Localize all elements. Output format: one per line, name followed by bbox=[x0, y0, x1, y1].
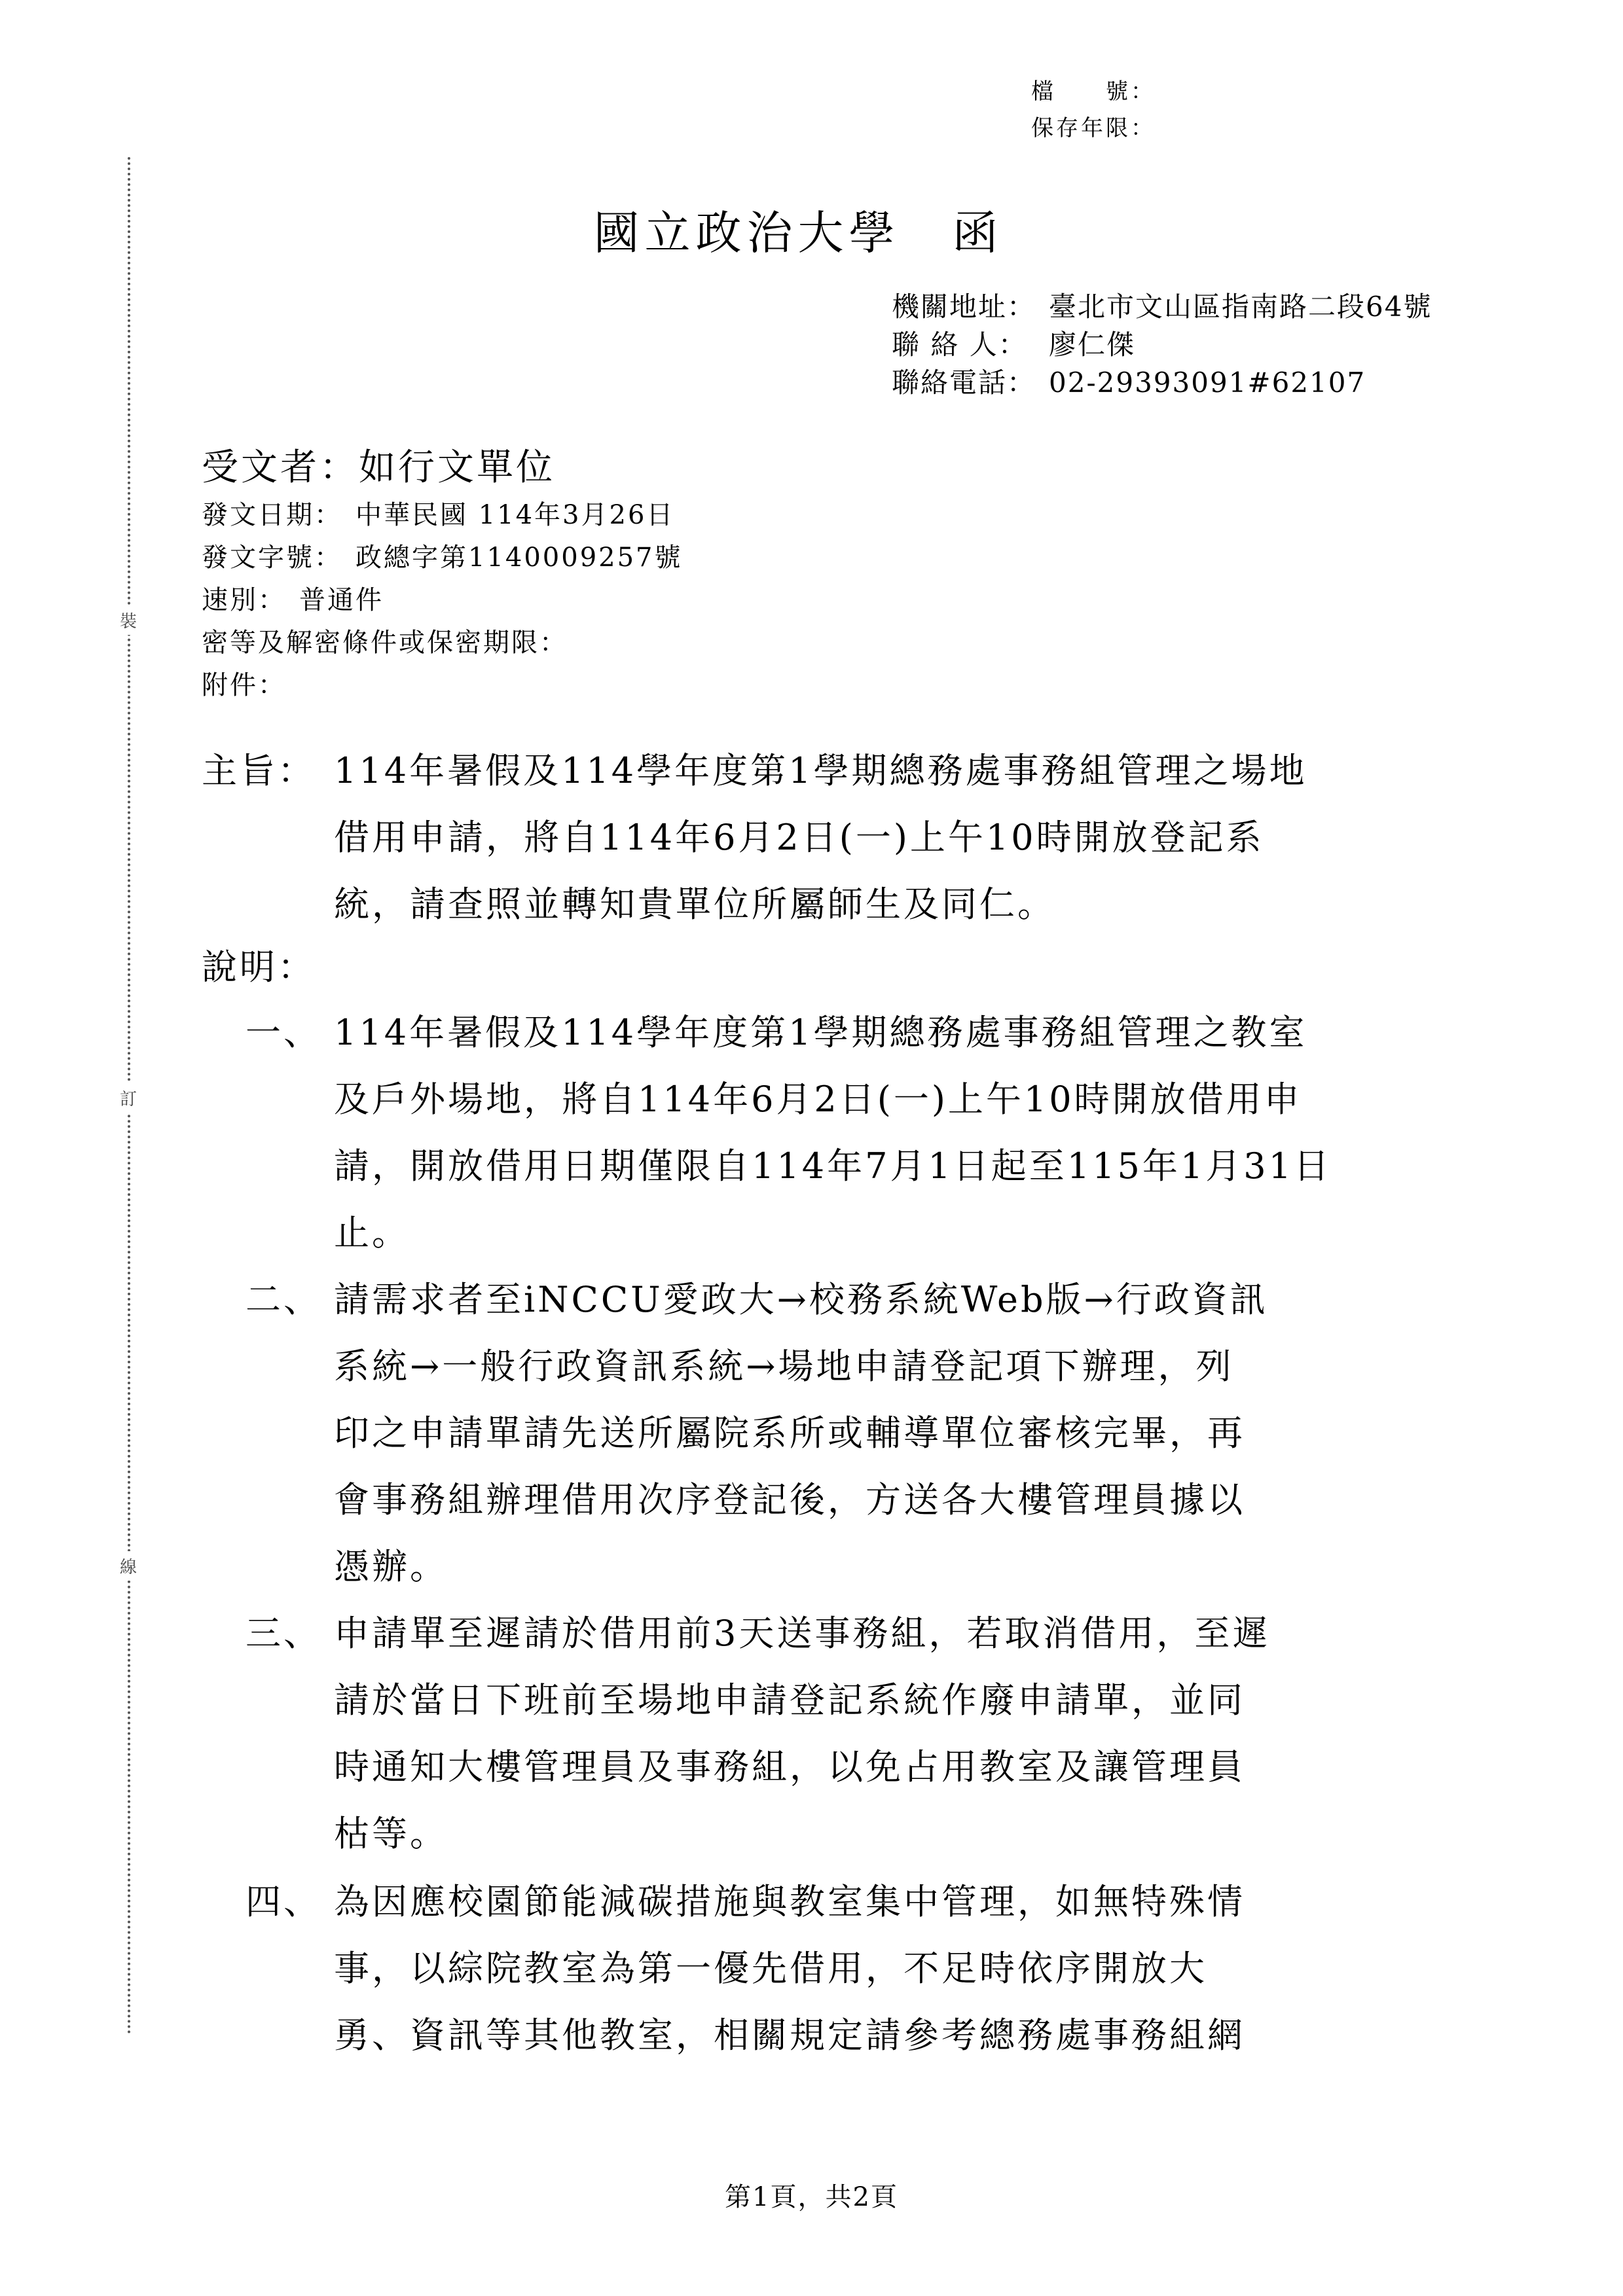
retention-label: 保存年限： bbox=[1031, 115, 1156, 141]
contact-person-value: 廖仁傑 bbox=[1049, 329, 1136, 361]
item-number: 一、 bbox=[246, 1012, 321, 1053]
contact-person-label: 聯 絡 人： bbox=[892, 329, 1027, 361]
item-number: 二、 bbox=[246, 1279, 321, 1320]
item-line: 會事務組辦理借用次序登記後，方送各大樓管理員據以 bbox=[334, 1479, 1245, 1520]
file-number-label: 檔 號： bbox=[1031, 79, 1156, 105]
item-line: 勇、資訊等其他教室，相關規定請參考總務處事務組網 bbox=[334, 2015, 1245, 2056]
item-line: 為因應校園節能減碳措施與教室集中管理，如無特殊情 bbox=[334, 1881, 1245, 1922]
item-line: 請於當日下班前至場地申請登記系統作廢申請單，並同 bbox=[334, 1679, 1245, 1721]
item-line: 系統→一般行政資訊系統→場地申請登記項下辦理，列 bbox=[334, 1346, 1234, 1387]
binding-mark-xian: 線 bbox=[120, 1551, 137, 1581]
phone-label: 聯絡電話： bbox=[892, 367, 1036, 399]
explain-label: 說明： bbox=[202, 946, 316, 988]
item-line: 事，以綜院教室為第一優先借用，不足時依序開放大 bbox=[334, 1948, 1207, 1989]
item-line: 止。 bbox=[334, 1212, 410, 1253]
receiver bbox=[202, 439, 555, 491]
item-line: 請需求者至iNCCU愛政大→校務系統Web版→行政資訊 bbox=[334, 1279, 1268, 1320]
item-text bbox=[334, 1869, 1245, 2069]
phone-value: 02-29393091#62107 bbox=[1049, 367, 1366, 399]
ref-value: 政總字第1140009257號 bbox=[356, 543, 683, 573]
date-label: 發文日期： bbox=[202, 500, 342, 530]
doc-type: 函 bbox=[952, 206, 1004, 260]
item-line: 印之申請單請先送所屬院系所或輔導單位審核完畢，再 bbox=[334, 1412, 1245, 1454]
attachment-label: 附件： bbox=[202, 670, 286, 700]
date-value: 中華民國 114年3月26日 bbox=[356, 500, 675, 530]
subject-label: 主旨： bbox=[202, 750, 316, 791]
item-text bbox=[334, 1600, 1270, 1867]
item-line: 時通知大樓管理員及事務組，以免占用教室及讓管理員 bbox=[334, 1746, 1245, 1787]
meta-block bbox=[202, 494, 683, 707]
item-text bbox=[334, 999, 1332, 1266]
item-number: 三、 bbox=[246, 1613, 321, 1654]
item-line: 枯等。 bbox=[334, 1813, 448, 1854]
secret-label: 密等及解密條件或保密期限： bbox=[202, 628, 568, 658]
item-line: 及戶外場地，將自114年6月2日(一)上午10時開放借用申 bbox=[334, 1079, 1302, 1120]
item-line: 憑辦。 bbox=[334, 1546, 448, 1587]
subject-line: 統，請查照並轉知貴單位所屬師生及同仁。 bbox=[334, 884, 1055, 925]
receiver-value: 如行文單位 bbox=[359, 446, 555, 489]
binding-mark-ding: 訂 bbox=[120, 1083, 137, 1113]
page-title bbox=[0, 196, 1623, 262]
item-line: 請，開放借用日期僅限自114年7月1日起至115年1月31日 bbox=[334, 1145, 1332, 1187]
page-number: 第1頁，共2頁 bbox=[725, 2182, 898, 2212]
contact-block bbox=[892, 288, 1432, 402]
archive-info bbox=[1031, 73, 1156, 147]
address-label: 機關地址： bbox=[892, 291, 1036, 323]
speed-label: 速別： bbox=[202, 585, 286, 615]
item-line: 114年暑假及114學年度第1學期總務處事務組管理之教室 bbox=[334, 1012, 1307, 1053]
address-value: 臺北市文山區指南路二段64號 bbox=[1049, 291, 1432, 323]
subject-line: 114年暑假及114學年度第1學期總務處事務組管理之場地 bbox=[334, 750, 1307, 791]
item-line: 申請單至遲請於借用前3天送事務組，若取消借用，至遲 bbox=[334, 1613, 1271, 1654]
item-number: 四、 bbox=[246, 1881, 321, 1922]
binding-mark-zhuang: 裝 bbox=[120, 605, 137, 635]
speed-value: 普通件 bbox=[299, 585, 384, 615]
receiver-label: 受文者： bbox=[202, 446, 359, 489]
org-name: 國立政治大學 bbox=[593, 206, 900, 260]
subject-line: 借用申請，將自114年6月2日(一)上午10時開放登記系 bbox=[334, 817, 1264, 858]
ref-label: 發文字號： bbox=[202, 543, 342, 573]
subject-text bbox=[334, 738, 1307, 938]
item-text bbox=[334, 1266, 1268, 1600]
